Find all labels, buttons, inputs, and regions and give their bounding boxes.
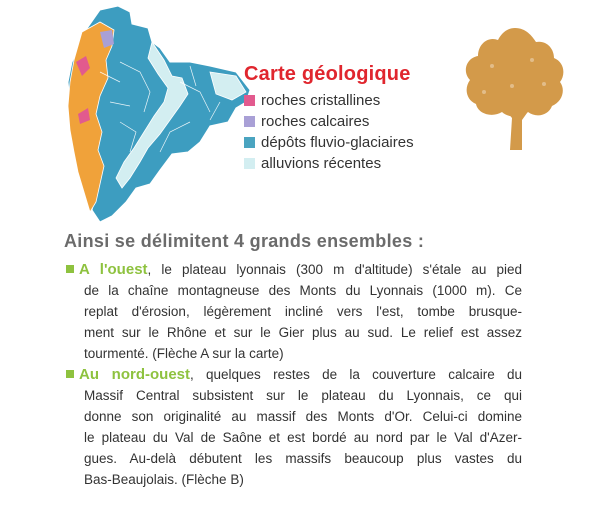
- section-west: [66, 259, 522, 364]
- section-line: gues. Au-delà débutent les massifs beaucoup plus vastes du: [84, 451, 522, 466]
- section-line: de la chaîne montagneuse des Monts du Lyonnais (1000 m). Ce: [84, 283, 522, 298]
- legend-swatch: [244, 158, 255, 169]
- section-lead: A l'ouest: [79, 261, 148, 278]
- legend-swatch: [244, 116, 255, 127]
- section-line: ment sur le Rhône et sur le Gier plus au sud. Le relief est assez: [84, 325, 522, 340]
- legend-label: roches cristallines: [261, 92, 381, 109]
- legend-swatch: [244, 137, 255, 148]
- section-line: Bas-Beaujolais. (Flèche B): [84, 472, 244, 487]
- legend-swatch: [244, 95, 255, 106]
- legend-label: dépôts fluvio-glaciaires: [261, 134, 414, 151]
- section-northwest: [66, 364, 522, 490]
- map-legend: [244, 62, 414, 174]
- section-line: tourmenté. (Flèche A sur la carte): [84, 346, 284, 361]
- legend-label: alluvions récentes: [261, 155, 382, 172]
- tree-illustration: [462, 26, 568, 150]
- section-line: le plateau du Val de Saône et est bordé au nord par le Val d'Azer-: [84, 430, 522, 445]
- legend-item-alluvium: [244, 153, 414, 174]
- section-line: , quelques restes de la couverture calcaire du: [190, 367, 522, 382]
- section-heading: Ainsi se délimitent 4 grands ensembles :: [64, 231, 425, 251]
- section-line: replat d'érosion, légèrement incliné vers l'est, tombe brusque-: [84, 304, 522, 319]
- section-line: donne son originalité au massif des Monts d'Or. Celui-ci domine: [84, 409, 522, 424]
- bullet-icon: [66, 265, 74, 273]
- bullet-icon: [66, 370, 74, 378]
- legend-item-fluvio-glacial: [244, 132, 414, 153]
- section-lead: Au nord-ouest: [79, 366, 190, 383]
- legend-label: roches calcaires: [261, 113, 370, 130]
- legend-title: Carte géologique: [244, 63, 411, 85]
- geological-map: [60, 2, 256, 224]
- legend-item-crystalline: [244, 90, 414, 111]
- legend-item-limestone: [244, 111, 414, 132]
- section-line: , le plateau lyonnais (300 m d'altitude) s'étale au pied: [147, 262, 522, 277]
- section-line: Massif Central subsistent sur le plateau du Lyonnais, ce qui: [84, 388, 522, 403]
